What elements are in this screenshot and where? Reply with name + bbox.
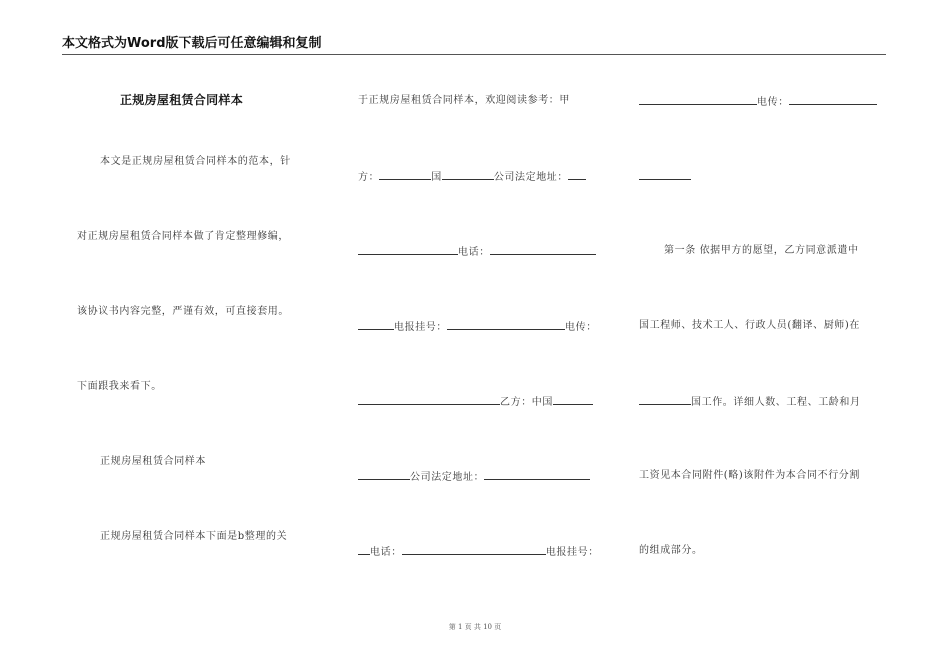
label: 电传：: [757, 97, 789, 108]
blank-field: [490, 244, 596, 255]
blank-field: [358, 319, 394, 330]
form-line: [639, 169, 691, 185]
label: 电传：: [565, 322, 597, 333]
paragraph-line: 工资见本合同附件(略)该附件为本合同不行分割: [639, 470, 861, 481]
blank-field: [789, 94, 877, 105]
form-line: [639, 94, 877, 110]
paragraph-line: 于正规房屋租赁合同样本，欢迎阅读参考：甲: [358, 95, 570, 106]
form-line: [358, 394, 593, 410]
blank-field: [484, 469, 590, 480]
blank-field: [447, 319, 565, 330]
form-line: [358, 319, 597, 335]
form-line: [639, 394, 861, 410]
label: 电报挂号：: [545, 547, 599, 558]
paragraph-line: 第一条 依据甲方的愿望，乙方同意派遣中: [664, 245, 859, 256]
label: 电话：: [370, 547, 402, 558]
blank-field: [442, 169, 494, 180]
section-heading: 正规房屋租赁合同样本: [100, 456, 206, 467]
paragraph-line: 下面跟我来看下。: [77, 381, 162, 392]
label: 公司法定地址：: [493, 172, 569, 183]
label: 乙方：中国: [500, 397, 553, 408]
blank-field: [402, 544, 546, 555]
blank-field: [639, 394, 691, 405]
paragraph-line: 国工程师、技术工人、行政人员(翻译、厨师)在: [639, 320, 861, 331]
page-number: 第 1 页 共 10 页: [448, 623, 502, 631]
blank-field: [358, 244, 458, 255]
blank-field: [358, 544, 370, 555]
label: 国: [431, 172, 442, 183]
form-line: [358, 169, 586, 185]
paragraph-line: 该协议书内容完整，严谨有效，可直接套用。: [77, 306, 289, 317]
paragraph-line: 正规房屋租赁合同样本下面是b整理的关: [100, 531, 288, 542]
label: 电报挂号：: [394, 322, 447, 333]
paragraph-line: 本文是正规房屋租赁合同样本的范本，针: [100, 156, 291, 167]
blank-field: [553, 394, 593, 405]
form-line: [358, 469, 590, 485]
form-line: [358, 244, 596, 260]
label: 方：: [358, 172, 380, 183]
blank-field: [639, 94, 757, 105]
label: 公司法定地址：: [410, 472, 485, 483]
label: 国工作。详细人数、工程、工龄和月: [691, 397, 861, 408]
blank-field: [568, 169, 586, 180]
blank-field: [639, 169, 691, 180]
document-header: 本文格式为Word版下载后可任意编辑和复制: [62, 36, 322, 51]
label: 电话：: [458, 247, 490, 258]
blank-field: [358, 469, 410, 480]
header-divider: [62, 54, 886, 55]
document-title: 正规房屋租赁合同样本: [120, 93, 244, 107]
form-line: [358, 544, 599, 560]
paragraph-line: 的组成部分。: [639, 545, 703, 556]
paragraph-line: 对正规房屋租赁合同样本做了肯定整理修编，: [77, 231, 289, 242]
blank-field: [358, 394, 500, 405]
blank-field: [379, 169, 431, 180]
